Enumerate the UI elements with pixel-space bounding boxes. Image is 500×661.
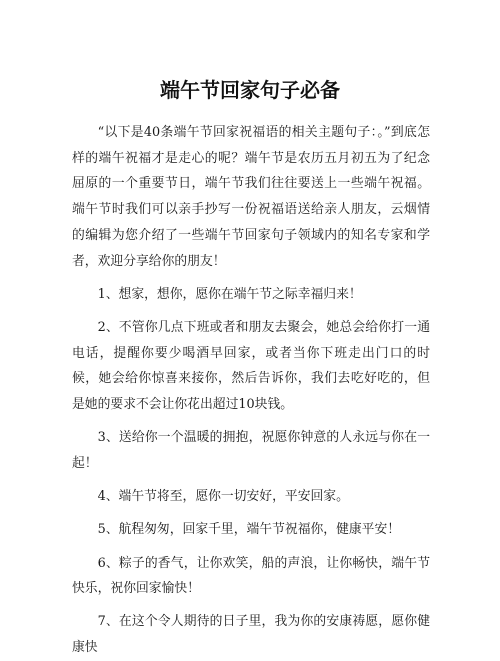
list-item: 5、航程匆匆，回家千里，端午节祝福你，健康平安！ [97,522,401,538]
list-item: 6、粽子的香气，让你欢笑，船的声浪，让你畅快，端午节快乐，祝你回家愉快！ [72,555,430,597]
document-body [72,120,430,661]
list-item: 4、端午节将至，愿你一切安好，平安回家。 [97,489,349,505]
list-item: 1、想家，想你，愿你在端午节之际幸福归来！ [97,286,362,302]
document-title: 端午节回家句子必备 [160,78,340,102]
list-item: 2、不管你几点下班或者和朋友去聚会，她总会给你打一通电话，提醒你要少喝酒早回家，或者当你下班走出门口的时候，她会给你惊喜来接你，然后告诉你，我们去吃好吃的，但是她的要求不会让你花出超过10块钱。 [72,319,430,413]
intro-paragraph: “以下是40条端午节回家祝福语的相关主题句子：。”到底怎样的端午祝福才是走心的呢？端午节是农历五月初五为了纪念屈原的一个重要节日，端午节我们往往要送上一些端午祝福。端午节时我们可以亲手抄写一份祝福语送给亲人朋友，云烟情的编辑为您介绍了一些端午节回家句子领域内的知名专家和学者，欢迎分享给你的朋友！ [72,125,430,269]
list-item: 3、送给你一个温暖的拥抱，祝愿你钟意的人永远与你在一起！ [72,430,430,471]
list-item: 7、在这个令人期待的日子里，我为你的安康祷愿，愿你健康快 [72,614,430,656]
